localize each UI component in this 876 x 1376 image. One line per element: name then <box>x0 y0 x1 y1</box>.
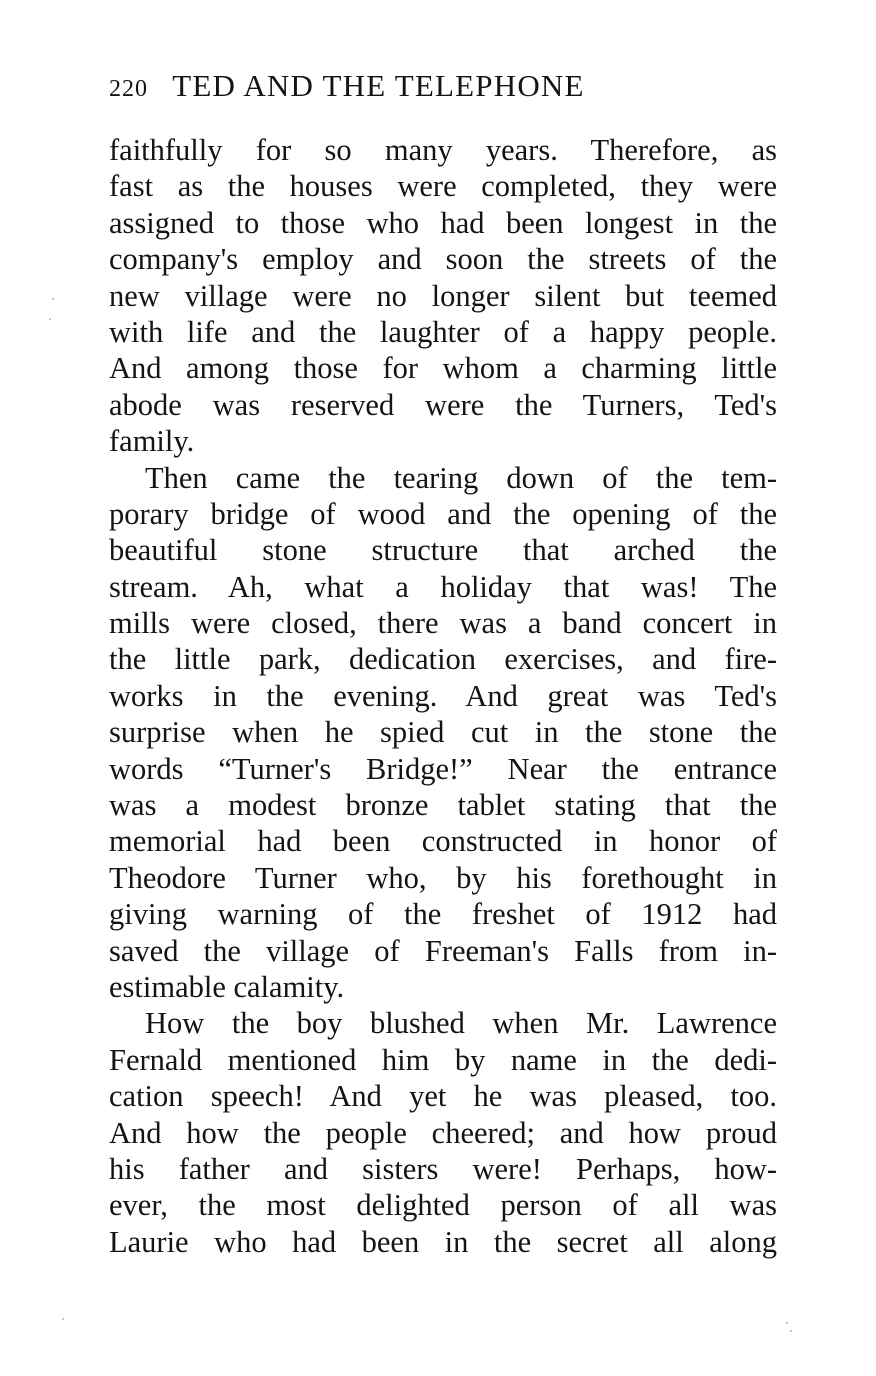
text-line: memorial had been constructed in honor of <box>109 824 777 859</box>
text-line: How the boy blushed when Mr. Lawrence <box>145 1006 777 1041</box>
scan-speck <box>790 1330 792 1332</box>
text-line: cation speech! And yet he was pleased, too. <box>109 1079 777 1114</box>
text-line: ever, the most delighted person of all was <box>109 1188 777 1223</box>
text-line: words “Turner's Bridge!” Near the entrance <box>109 751 777 786</box>
text-line: his father and sisters were! Perhaps, how- <box>109 1151 777 1186</box>
text-line: saved the village of Freeman's Falls from in- <box>109 933 777 968</box>
text-line: Theodore Turner who, by his forethought in <box>109 860 777 895</box>
body-text <box>109 132 777 1260</box>
text-line: stream. Ah, what a holiday that was! The <box>109 569 777 604</box>
text-line: assigned to those who had been longest in the <box>109 205 777 240</box>
text-line: fast as the houses were completed, they were <box>109 169 777 204</box>
scan-speck <box>786 1322 788 1324</box>
text-line: giving warning of the freshet of 1912 had <box>109 897 777 932</box>
text-line: was a modest bronze tablet stating that the <box>109 788 777 823</box>
text-line: faithfully for so many years. Therefore, as <box>109 133 777 167</box>
text-line: family. <box>109 424 195 459</box>
text-line: mills were closed, there was a band concert in <box>109 606 777 641</box>
text-line: porary bridge of wood and the opening of the <box>109 496 777 531</box>
text-line: abode was reserved were the Turners, Ted's <box>109 387 777 422</box>
text-line: the little park, dedication exercises, and fire- <box>109 642 777 677</box>
running-header <box>109 64 709 108</box>
text-line: And among those for whom a charming little <box>109 351 777 386</box>
text-line: beautiful stone structure that arched the <box>109 533 777 568</box>
running-title: TED AND THE TELEPHONE <box>172 68 585 103</box>
paragraph <box>109 460 777 1006</box>
text-line: estimable calamity. <box>109 969 345 1004</box>
scan-speck <box>52 298 54 300</box>
text-line: Fernald mentioned him by name in the dedi- <box>109 1042 777 1077</box>
text-line: new village were no longer silent but teemed <box>109 278 777 313</box>
text-line: Laurie who had been in the secret all along <box>109 1224 777 1259</box>
text-line: company's employ and soon the streets of the <box>109 242 777 277</box>
paragraph <box>109 132 777 460</box>
text-line: And how the people cheered; and how proud <box>109 1115 777 1150</box>
paragraph <box>109 1005 777 1260</box>
text-line: Then came the tearing down of the tem- <box>145 460 777 495</box>
scan-speck <box>62 1318 64 1320</box>
text-line: with life and the laughter of a happy people. <box>109 314 777 349</box>
page-number: 220 <box>109 76 148 102</box>
text-line: surprise when he spied cut in the stone the <box>109 715 777 750</box>
text-line: works in the evening. And great was Ted's <box>109 678 777 713</box>
scan-speck <box>49 318 51 320</box>
